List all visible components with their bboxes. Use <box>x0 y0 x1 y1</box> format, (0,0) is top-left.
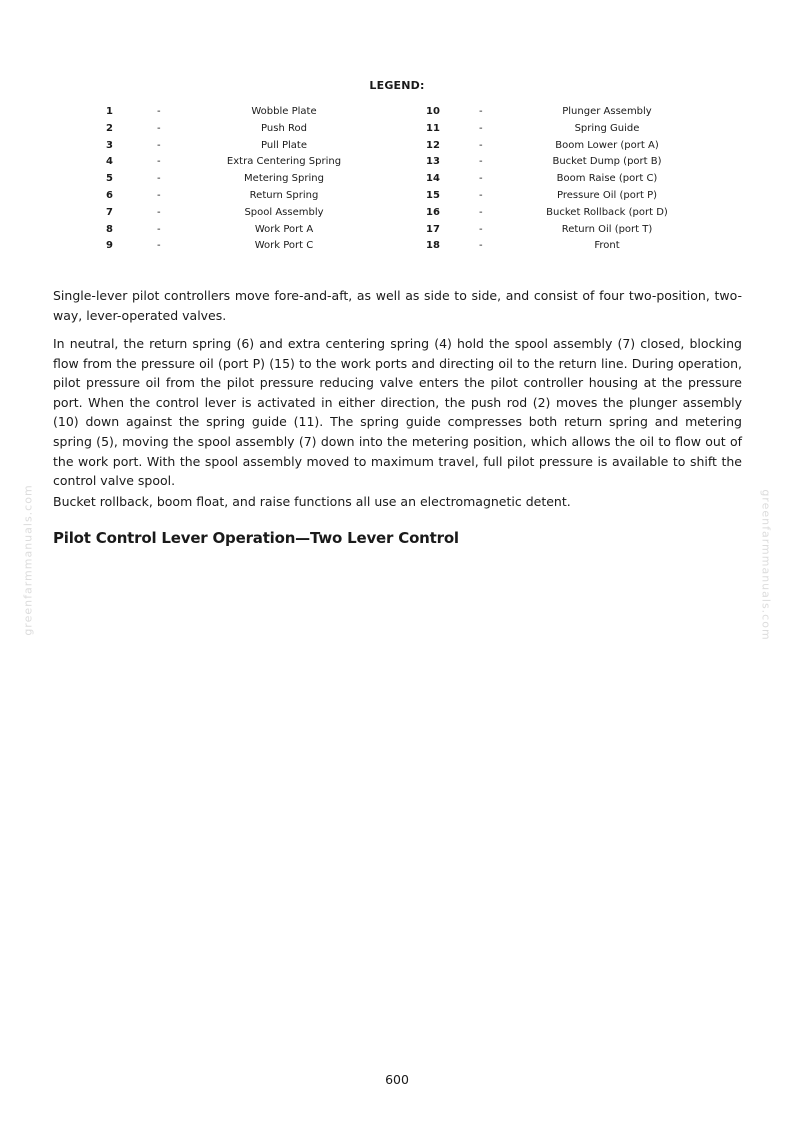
legend-separator: - <box>157 189 161 201</box>
legend-separator: - <box>479 206 483 218</box>
legend-part-name: Metering Spring <box>244 173 324 185</box>
legend-separator: - <box>479 173 483 185</box>
legend-part-name: Push Rod <box>261 122 307 134</box>
legend-title: LEGEND: <box>369 79 425 92</box>
legend-part-name: Work Port C <box>254 240 314 252</box>
legend-part-name: Spool Assembly <box>244 206 324 218</box>
page-number: 600 <box>385 1072 409 1087</box>
legend-number: 15 <box>426 189 440 201</box>
legend-table <box>0 104 794 255</box>
legend-separator: - <box>157 156 161 168</box>
legend-part-name: Front <box>594 240 620 252</box>
legend-row <box>0 188 794 205</box>
legend-number: 4 <box>106 156 113 168</box>
legend-number: 14 <box>426 173 440 185</box>
legend-separator: - <box>157 122 161 134</box>
legend-number: 17 <box>426 223 440 235</box>
legend-number: 8 <box>106 223 113 235</box>
legend-number: 9 <box>106 240 113 252</box>
legend-part-name: Extra Centering Spring <box>226 156 342 168</box>
legend-part-name: Pressure Oil (port P) <box>557 189 657 201</box>
legend-separator: - <box>157 106 161 117</box>
legend-row <box>0 205 794 222</box>
legend-separator: - <box>479 223 483 235</box>
section-heading: Pilot Control Lever Operation—Two Lever Control <box>53 529 459 547</box>
legend-number: 10 <box>426 106 440 117</box>
legend-separator: - <box>479 189 483 201</box>
legend-part-name: Boom Raise (port C) <box>556 173 658 185</box>
legend-number: 1 <box>106 106 113 117</box>
legend-row <box>0 121 794 138</box>
legend-row <box>0 104 794 121</box>
legend-number: 6 <box>106 189 113 201</box>
legend-part-name: Bucket Dump (port B) <box>552 156 662 168</box>
legend-part-name: Wobble Plate <box>251 106 317 117</box>
legend-part-name: Work Port A <box>254 223 314 235</box>
legend-number: 12 <box>426 139 440 151</box>
legend-part-name: Spring Guide <box>574 122 640 134</box>
paragraph-detent: Bucket rollback, boom float, and raise functions all use an electromagnetic detent. <box>53 494 571 509</box>
legend-separator: - <box>479 106 483 117</box>
legend-row <box>0 222 794 239</box>
legend-number: 18 <box>426 240 440 252</box>
legend-number: 11 <box>426 122 440 134</box>
legend-number: 5 <box>106 173 113 185</box>
legend-separator: - <box>157 240 161 252</box>
watermark-right: greenfarmmanuals.com <box>759 489 773 641</box>
legend-number: 7 <box>106 206 113 218</box>
legend-separator: - <box>479 156 483 168</box>
legend-separator: - <box>157 206 161 218</box>
legend-separator: - <box>157 223 161 235</box>
legend-part-name: Return Oil (port T) <box>561 223 653 235</box>
legend-row <box>0 238 794 255</box>
legend-part-name: Pull Plate <box>261 139 307 151</box>
paragraph-intro: Single-lever pilot controllers move fore-and-aft, as well as side to side, and consist of four two-position, two-way, lever-operated valves. <box>53 288 742 323</box>
legend-part-name: Boom Lower (port A) <box>555 139 659 151</box>
legend-number: 13 <box>426 156 440 168</box>
paragraph-operation: In neutral, the return spring (6) and extra centering spring (4) hold the spool assembly (7) closed, blocking flow from the pressure oil (port P) (15) to the work ports and directing oil to the return line. During operation, pilot pressure oil from the pilot pressure reducing valve enters the pilot controller housing at the pressure port. When the control lever is activated in either direction, the push rod (2) moves the plunger assembly (10) down against the spring guide (11). The spring guide compresses both return spring and metering spring (5), moving the spool assembly (7) down into the metering position, which allows the oil to flow out of the work port. With the spool assembly moved to maximum travel, full pilot pressure is available to shift the control valve spool. <box>53 336 742 489</box>
legend-row <box>0 154 794 171</box>
legend-separator: - <box>479 122 483 134</box>
legend-part-name: Plunger Assembly <box>562 106 652 117</box>
legend-row <box>0 138 794 155</box>
legend-separator: - <box>479 139 483 151</box>
legend-number: 2 <box>106 122 113 134</box>
legend-part-name: Bucket Rollback (port D) <box>546 206 668 218</box>
legend-separator: - <box>157 139 161 151</box>
legend-separator: - <box>479 240 483 252</box>
legend-number: 3 <box>106 139 113 151</box>
legend-part-name: Return Spring <box>249 189 319 201</box>
legend-row <box>0 171 794 188</box>
legend-separator: - <box>157 173 161 185</box>
watermark-left: greenfarmmanuals.com <box>21 484 35 636</box>
legend-number: 16 <box>426 206 440 218</box>
